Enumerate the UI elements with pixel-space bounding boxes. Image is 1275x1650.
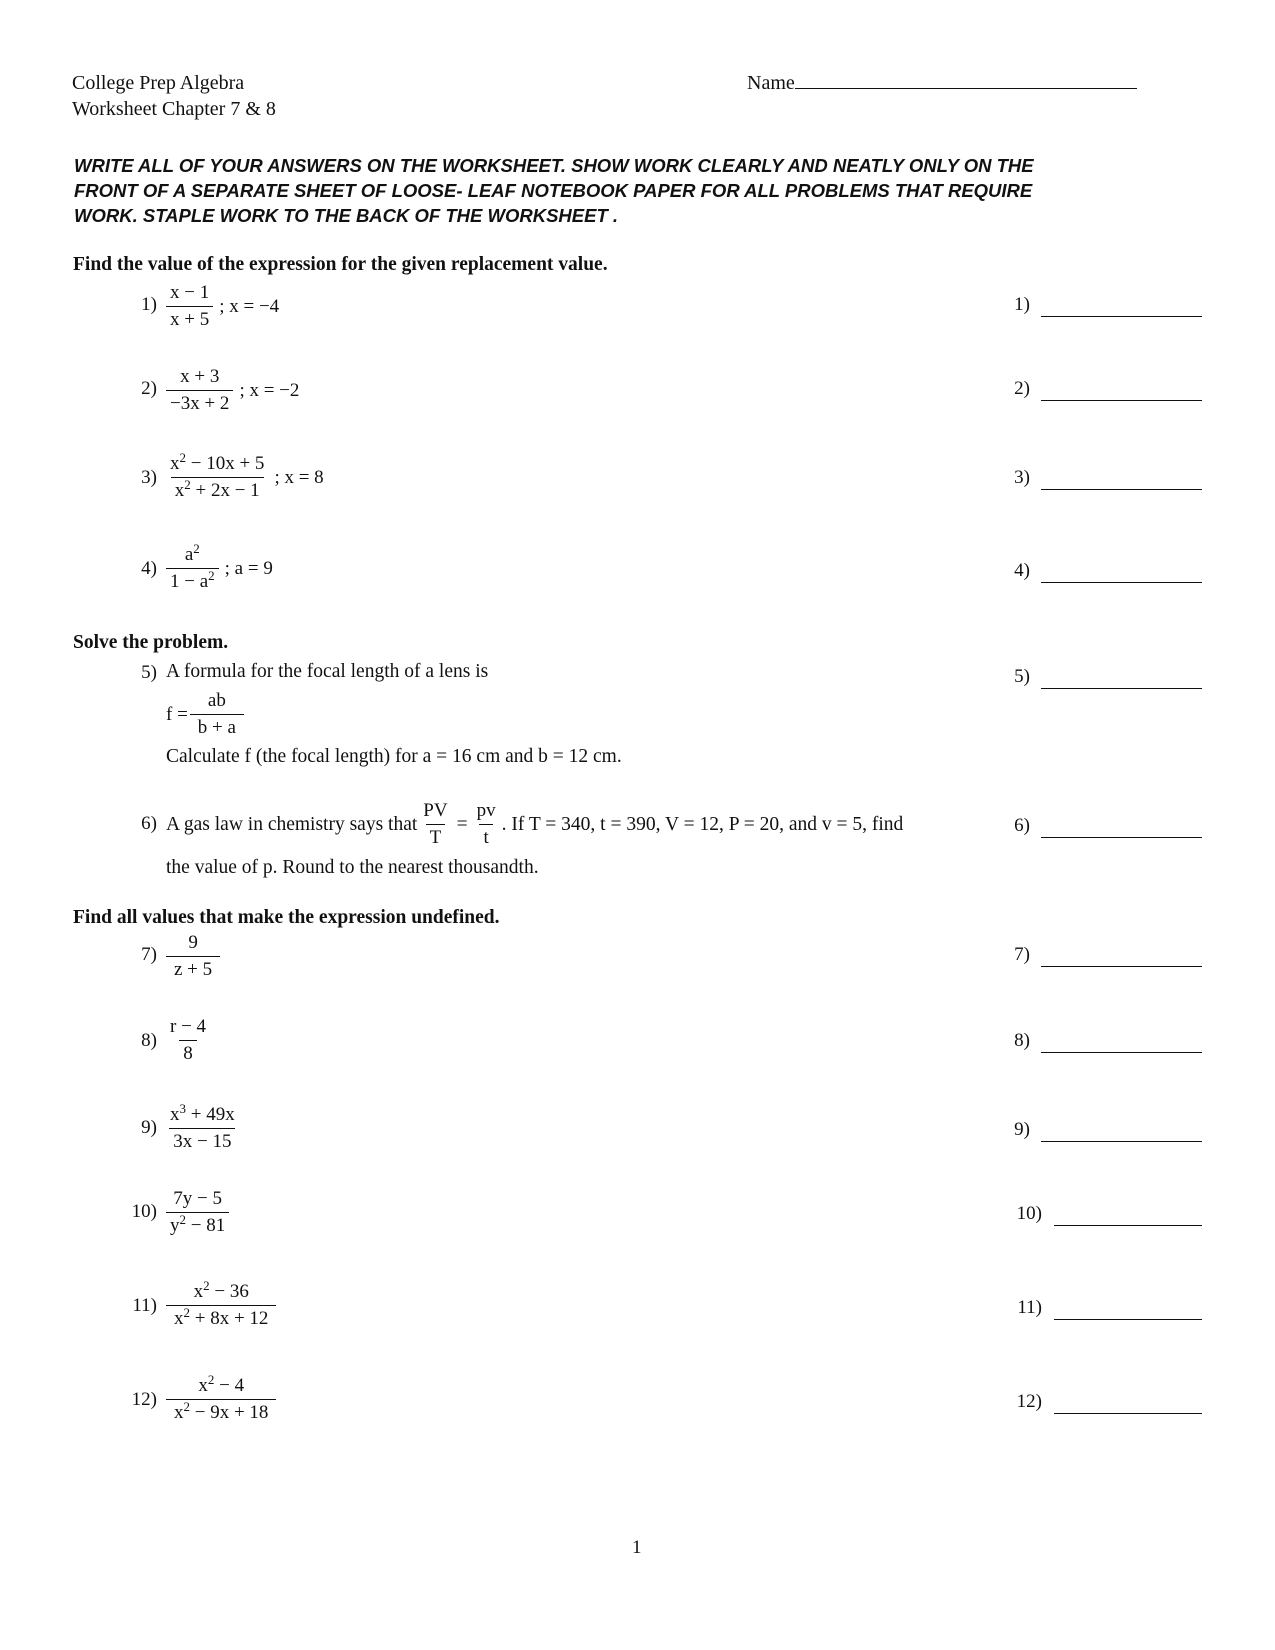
answer-label: 1) xyxy=(1014,294,1030,315)
problem-2-expression: $\frac{x + 3}{-3x + 2}$ ; x = −2 xyxy=(164,366,299,415)
answer-blank[interactable] xyxy=(1041,316,1202,317)
answer-blank[interactable] xyxy=(1041,688,1202,689)
problem-6-text: A gas law in chemistry says that $\frac{PV}{T}$ = $\frac{pv}{t}$ . If T = 340, t = 390, V = 12, P = 20, and v = 5, find xyxy=(166,800,904,848)
answer-blank[interactable] xyxy=(1054,1319,1202,1320)
problem-11-expression xyxy=(164,1278,278,1330)
section-heading-undefined: Find all values that make the expression undefined. xyxy=(73,907,500,928)
answer-label: 12) xyxy=(1016,1391,1042,1412)
name-field[interactable] xyxy=(747,70,1137,96)
problem-3-expression: $\frac{x^2 - 10x + 5}{x^2 + 2x - 1}$ ; x = 8 xyxy=(164,453,324,502)
problem-number: 6) xyxy=(141,813,157,834)
problem-12-expression xyxy=(164,1372,278,1424)
problem-4-expression: $\frac{a^2}{1 - a^2}$ ; a = 9 xyxy=(164,544,273,593)
problem-1-expression: $\frac{x - 1}{x + 5}$ ; x = −4 xyxy=(164,282,279,331)
answer-blank[interactable] xyxy=(1041,837,1202,838)
answer-blank[interactable] xyxy=(1054,1225,1202,1226)
answer-blank[interactable] xyxy=(1041,489,1202,490)
problem-number: 10) xyxy=(131,1201,157,1222)
fraction: $\frac{9}{z + 5}$ xyxy=(166,932,220,981)
problem-number: 3) xyxy=(141,467,157,488)
problem-number: 8) xyxy=(141,1030,157,1051)
answer-label: 3) xyxy=(1014,467,1030,488)
instruction-line: FRONT OF A SEPARATE SHEET OF LOOSE- LEAF NOTEBOOK PAPER FOR ALL PROBLEMS THAT REQUIRE xyxy=(74,180,1033,201)
problem-8-expression xyxy=(164,1016,212,1065)
answer-label: 4) xyxy=(1014,560,1030,581)
fraction: $\frac{x^2 - 4}{x^2 - 9x + 18}$ xyxy=(166,1375,276,1424)
answer-blank[interactable] xyxy=(1041,1141,1202,1142)
answer-label: 8) xyxy=(1014,1030,1030,1051)
fraction: $\frac{PV}{T}$ xyxy=(423,800,448,848)
problem-number: 9) xyxy=(141,1117,157,1138)
answer-blank[interactable] xyxy=(1041,1052,1202,1053)
answer-blank[interactable] xyxy=(1054,1413,1202,1414)
name-label: Name xyxy=(747,72,795,94)
answer-label: 9) xyxy=(1014,1119,1030,1140)
fraction: $\frac{7y - 5}{y^2 - 81}$ xyxy=(166,1188,229,1237)
section-heading-solve: Solve the problem. xyxy=(73,632,229,653)
answer-label: 5) xyxy=(1014,666,1030,687)
answer-label: 10) xyxy=(1016,1203,1042,1224)
answer-label: 7) xyxy=(1014,944,1030,965)
name-blank[interactable] xyxy=(795,70,1137,89)
instructions xyxy=(74,153,1164,228)
fraction: $\frac{x^2 - 10x + 5}{x^2 + 2x - 1}$ xyxy=(170,450,265,501)
problem-5-formula: f = $\frac{ab}{b + a}$ xyxy=(166,690,246,739)
instruction-line: WORK. STAPLE WORK TO THE BACK OF THE WORKSHEET . xyxy=(74,205,619,226)
instruction-line: WRITE ALL OF YOUR ANSWERS ON THE WORKSHEET. SHOW WORK CLEARLY AND NEATLY ONLY ON THE xyxy=(74,155,1034,176)
answer-blank[interactable] xyxy=(1041,582,1202,583)
answer-label: 11) xyxy=(1017,1297,1042,1318)
course-title: College Prep Algebra xyxy=(72,72,245,94)
fraction: $\frac{ab}{b + a}$ xyxy=(190,690,244,739)
problem-5-question: Calculate f (the focal length) for a = 16 cm and b = 12 cm. xyxy=(166,746,622,767)
fraction: $\frac{r - 4}{8}$ xyxy=(170,1016,207,1064)
fraction: $\frac{pv}{t}$ xyxy=(476,800,496,848)
problem-number: 2) xyxy=(141,378,157,399)
answer-label: 2) xyxy=(1014,378,1030,399)
problem-6-text-line2: the value of p. Round to the nearest thousandth. xyxy=(166,857,539,878)
fraction: $\frac{x - 1}{x + 5}$ xyxy=(166,282,213,331)
fraction: $\frac{a^2}{1 - a^2}$ xyxy=(166,544,219,593)
answer-blank[interactable] xyxy=(1041,966,1202,967)
problem-5-text: A formula for the focal length of a lens is xyxy=(166,661,489,682)
fraction: $\frac{x^2 - 36}{x^2 + 8x + 12}$ xyxy=(166,1281,276,1330)
problem-number: 1) xyxy=(141,294,157,315)
problem-number: 7) xyxy=(141,944,157,965)
answer-blank[interactable] xyxy=(1041,400,1202,401)
answer-label: 6) xyxy=(1014,815,1030,836)
problem-number: 11) xyxy=(132,1295,157,1316)
worksheet-title: Worksheet Chapter 7 & 8 xyxy=(72,98,276,120)
section-heading-evaluate: Find the value of the expression for the given replacement value. xyxy=(73,254,608,275)
problem-number: 4) xyxy=(141,558,157,579)
fraction: $\frac{x^3 + 49x}{3x - 15}$ xyxy=(170,1101,235,1152)
problem-number: 5) xyxy=(141,662,157,683)
problem-number: 12) xyxy=(131,1389,157,1410)
page-number: 1 xyxy=(632,1537,642,1558)
problem-7-expression xyxy=(164,932,222,981)
fraction: $\frac{x + 3}{-3x + 2}$ xyxy=(166,366,233,415)
problem-10-expression xyxy=(164,1188,231,1237)
problem-9-expression xyxy=(164,1101,241,1153)
